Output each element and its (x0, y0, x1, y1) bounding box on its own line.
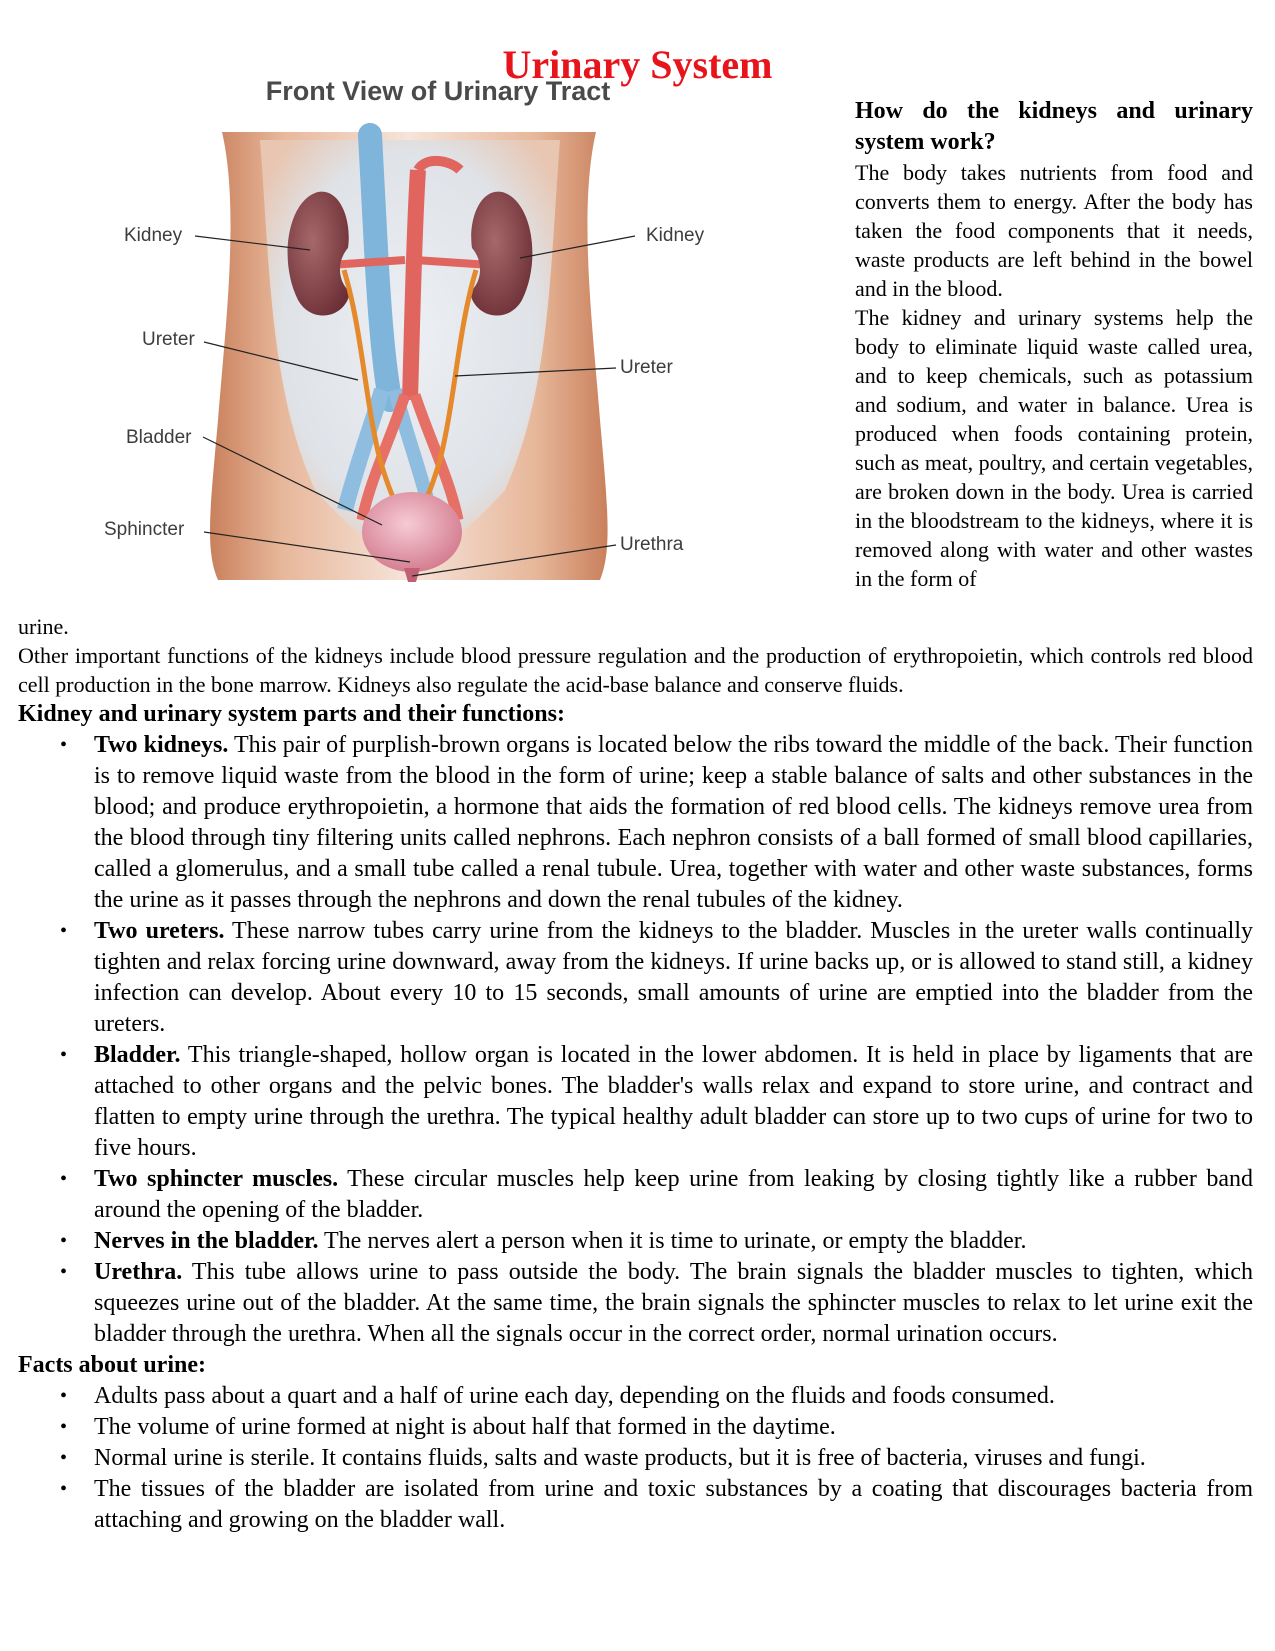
list-item: • Normal urine is sterile. It contains fluids, salts and waste products, but it is free of bacteria, viruses and fungi. (18, 1443, 1253, 1474)
main-content (18, 612, 1253, 1536)
parts-list (18, 730, 1253, 1350)
list-item-term: Urethra. (94, 1259, 183, 1285)
list-item-term: Two ureters. (94, 918, 225, 944)
list-item-term: Two kidneys. (94, 732, 229, 758)
intro-paragraph-3: Other important functions of the kidneys include blood pressure regulation and the production of erythropoietin, which controls red blood cell production in the bone marrow. Kidneys also regulate the acid-base balance and conserve fluids. (18, 643, 1253, 697)
list-item-term: Bladder. (94, 1042, 181, 1068)
anatomy-drawing (100, 70, 840, 615)
list-item-text: This pair of purplish-brown organs is located below the ribs toward the middle of the back. Their function is to remove liquid waste from the blood in the form of urine; keep a stable balance of salts and other substances in the blood; and produce erythropoietin, a hormone that aids the formation of red blood cells. The kidneys remove urea from the blood through tiny filtering units called nephrons. Each nephron consists of a ball formed of small blood capillaries, called a glomerulus, and a small tube called a renal tubule. Urea, together with water and other waste substances, forms the urine as it passes through the nephrons and down the renal tubules of the kidney. (94, 732, 1254, 913)
label-kidney-left: Kidney (124, 225, 183, 246)
list-item (18, 1226, 1253, 1257)
intro-paragraph-2-end: urine. (18, 614, 69, 639)
intro-section (855, 96, 1253, 593)
list-item: • The volume of urine formed at night is about half that formed in the daytime. (18, 1412, 1253, 1443)
list-item-text: The nerves alert a person when it is time to urinate, or empty the bladder. (318, 1228, 1027, 1254)
list-item (18, 916, 1253, 1040)
list-item: • The tissues of the bladder are isolated from urine and toxic substances by a coating that discourages bacteria from attaching and growing on the bladder wall. (18, 1474, 1253, 1536)
list-item-text: This tube allows urine to pass outside the body. The brain signals the bladder muscles to tighten, which squeezes urine out of the bladder. At the same time, the brain signals the sphincter muscles to relax to let urine exit the bladder through the urethra. When all the signals occur in the correct order, normal urination occurs. (94, 1259, 1253, 1347)
list-item (18, 730, 1253, 916)
label-ureter-left: Ureter (142, 329, 195, 350)
page-title: Urinary System (502, 41, 773, 87)
list-item (18, 1164, 1253, 1226)
label-bladder: Bladder (126, 427, 192, 448)
facts-list (18, 1381, 1253, 1536)
list-item-text: These narrow tubes carry urine from the kidneys to the bladder. Muscles in the ureter walls continually tighten and relax forcing urine downward, away from the kidneys. If urine backs up, or is allowed to stand still, a kidney infection can develop. About every 10 to 15 seconds, small amounts of urine are emptied into the bladder from the ureters. (94, 918, 1253, 1037)
facts-heading: Facts about urine: (18, 1352, 206, 1378)
label-kidney-right: Kidney (646, 225, 705, 246)
list-item (18, 1257, 1253, 1350)
intro-heading: How do the kidneys and urinary system work? (855, 98, 1253, 155)
intro-paragraph-2: The kidney and urinary systems help the body to eliminate liquid waste called urea, and to keep chemicals, such as potassium and sodium, and water in balance. Urea is produced when foods containing protein, such as meat, poultry, and certain vegetables, are broken down in the body. Urea is carried in the bloodstream to the kidneys, where it is removed along with water and other wastes in the form of (855, 305, 1253, 591)
label-sphincter: Sphincter (104, 519, 185, 540)
figure-title: Front View of Urinary Tract (265, 76, 611, 106)
list-item-text: This triangle-shaped, hollow organ is located in the lower abdomen. It is held in place by ligaments that are attached to other organs and the pelvic bones. The bladder's walls relax and expand to store urine, and contract and flatten to empty urine through the urethra. The typical healthy adult bladder can store up to two cups of urine for two to five hours. (94, 1042, 1253, 1161)
parts-heading: Kidney and urinary system parts and their functions: (18, 701, 565, 727)
intro-paragraph-1: The body takes nutrients from food and converts them to energy. After the body has taken the food components that it needs, waste products are left behind in the bowel and in the blood. (855, 160, 1253, 301)
list-item-term: Two sphincter muscles. (94, 1166, 339, 1192)
list-item (18, 1040, 1253, 1164)
list-item-text: These circular muscles help keep urine from leaking by closing tightly like a rubber band around the opening of the bladder. (94, 1166, 1253, 1223)
label-urethra: Urethra (620, 534, 684, 555)
list-item: • Adults pass about a quart and a half of urine each day, depending on the fluids and foods consumed. (18, 1381, 1253, 1412)
urinary-tract-illustration (100, 70, 840, 615)
label-ureter-right: Ureter (620, 357, 673, 378)
list-item-term: Nerves in the bladder. (94, 1228, 319, 1254)
